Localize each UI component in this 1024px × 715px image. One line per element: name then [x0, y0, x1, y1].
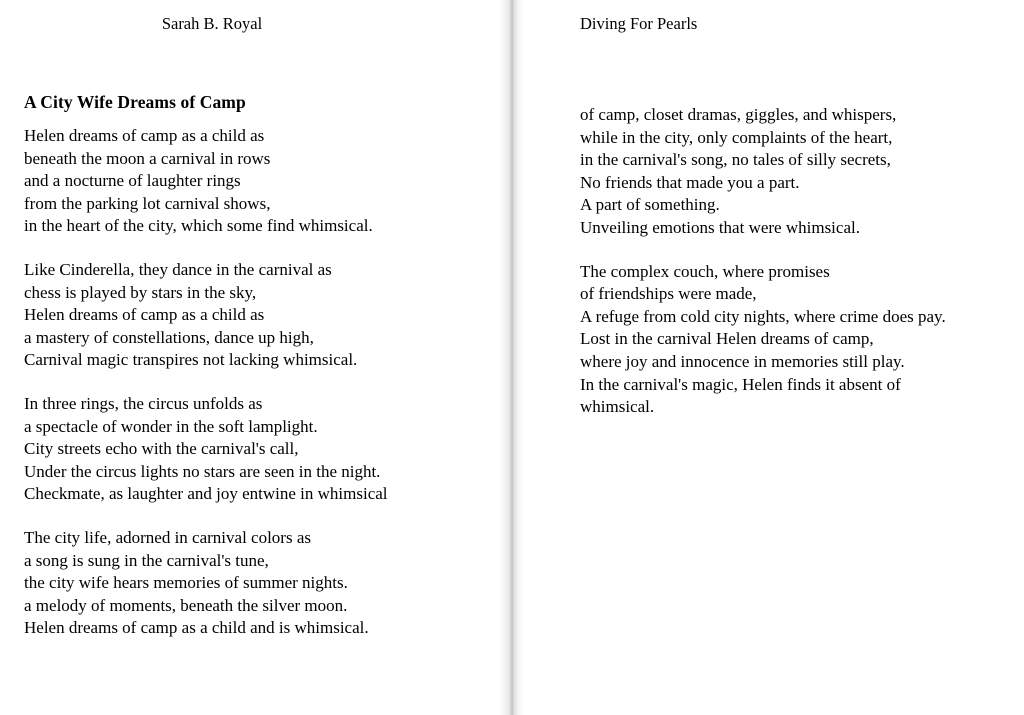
poem-line: Under the circus lights no stars are seen in the night.: [24, 461, 381, 481]
poem-line: Lost in the carnival Helen dreams of camp,: [580, 329, 874, 349]
poem-line: where joy and innocence in memories still play.: [580, 351, 905, 371]
poem-title: A City Wife Dreams of Camp: [24, 92, 246, 112]
poem-line: A refuge from cold city nights, where crime does pay.: [580, 306, 946, 326]
right-page-body: [580, 104, 1004, 419]
poem-line: a mastery of constellations, dance up high,: [24, 327, 314, 347]
poem-line: Unveiling emotions that were whimsical.: [580, 217, 860, 237]
right-page: [526, 0, 1024, 715]
poem-line: In three rings, the circus unfolds as: [24, 393, 263, 413]
poem-line: In the carnival's magic, Helen finds it absent of: [580, 374, 901, 394]
poem-line: a spectacle of wonder in the soft lamplight.: [24, 416, 318, 436]
poem-line: The complex couch, where promises: [580, 261, 830, 281]
poem-line: Checkmate, as laughter and joy entwine in whimsical: [24, 484, 388, 504]
left-page-body: [24, 125, 478, 640]
poem-line: beneath the moon a carnival in rows: [24, 148, 271, 168]
stanza: [24, 393, 478, 506]
left-page-running-head: Sarah B. Royal: [161, 14, 263, 33]
stanza: [580, 104, 1004, 240]
poem-line: in the heart of the city, which some find whimsical.: [24, 216, 373, 236]
stanza: [24, 125, 478, 238]
poem-line: a song is sung in the carnival's tune,: [24, 550, 269, 570]
poem-line: and a nocturne of laughter rings: [24, 171, 241, 191]
poem-line: whimsical.: [580, 397, 655, 417]
poem-line: City streets echo with the carnival's call,: [24, 439, 299, 459]
poem-line: No friends that made you a part.: [580, 172, 800, 192]
right-page-running-head: Diving For Pearls: [580, 14, 698, 33]
stanza: [24, 527, 478, 640]
poem-line: in the carnival's song, no tales of silly secrets,: [580, 150, 891, 170]
stanza: [24, 259, 478, 372]
stanza: [580, 261, 1004, 419]
poem-line: a melody of moments, beneath the silver moon.: [24, 595, 348, 615]
poem-line: while in the city, only complaints of the heart,: [580, 127, 893, 147]
poem-line: of camp, closet dramas, giggles, and whispers,: [580, 105, 897, 124]
left-page: [0, 0, 498, 715]
book-gutter-shadow: [498, 0, 526, 715]
poem-line: Carnival magic transpires not lacking whimsical.: [24, 350, 358, 370]
poem-line: The city life, adorned in carnival colors as: [24, 527, 311, 547]
poem-line: Helen dreams of camp as a child and is whimsical.: [24, 618, 369, 638]
poem-line: Like Cinderella, they dance in the carnival as: [24, 259, 332, 279]
poem-line: A part of something.: [580, 195, 720, 215]
poem-line: from the parking lot carnival shows,: [24, 193, 271, 213]
poem-line: Helen dreams of camp as a child as: [24, 126, 265, 145]
poem-line: Helen dreams of camp as a child as: [24, 305, 265, 325]
poem-line: of friendships were made,: [580, 284, 757, 304]
poem-line: chess is played by stars in the sky,: [24, 282, 257, 302]
poem-line: the city wife hears memories of summer nights.: [24, 573, 348, 593]
